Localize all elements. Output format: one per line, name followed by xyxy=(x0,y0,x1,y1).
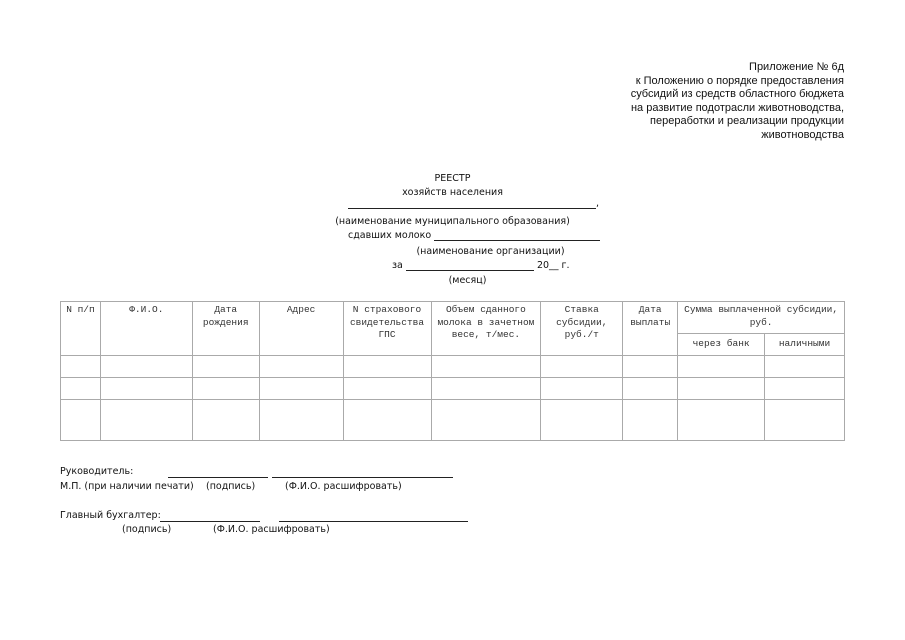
appendix-line: переработки и реализации продукции xyxy=(650,115,844,128)
table-cell[interactable] xyxy=(61,400,101,441)
table-cell[interactable] xyxy=(765,356,845,378)
milk-line xyxy=(348,230,600,241)
table-cell[interactable] xyxy=(100,400,192,441)
table-cell[interactable] xyxy=(100,356,192,378)
table-cell[interactable] xyxy=(192,356,259,378)
head-fio-blank-wrap xyxy=(272,467,453,478)
header-subsidy-rate: Ставка субсидии, руб./т xyxy=(541,302,623,356)
accountant-signature-blank[interactable] xyxy=(160,511,260,522)
head-fio-blank[interactable] xyxy=(272,467,453,478)
header-subsidy-sum: Сумма выплаченной субсидии, руб. xyxy=(678,302,845,334)
head-label: Руководитель: xyxy=(60,466,134,477)
table-cell[interactable] xyxy=(192,400,259,441)
table-cell[interactable] xyxy=(192,378,259,400)
period-year: 20__ г. xyxy=(536,260,570,271)
table-row xyxy=(61,400,845,441)
table-cell[interactable] xyxy=(541,356,623,378)
table-cell[interactable] xyxy=(431,356,541,378)
table-cell[interactable] xyxy=(765,378,845,400)
month-caption: (месяц) xyxy=(448,275,487,286)
accountant-signature-blank-wrap xyxy=(160,511,260,522)
table-cell[interactable] xyxy=(100,378,192,400)
table-cell[interactable] xyxy=(61,378,101,400)
table-cell[interactable] xyxy=(623,378,678,400)
appendix-line: Приложение № 6д xyxy=(749,61,844,73)
table-cell[interactable] xyxy=(259,400,343,441)
table-cell[interactable] xyxy=(61,356,101,378)
header-insurance-number: N страхового свидетельства ГПС xyxy=(343,302,431,356)
header-via-bank: через банк xyxy=(678,334,765,356)
document-title: РЕЕСТР xyxy=(434,173,471,184)
table-cell[interactable] xyxy=(431,400,541,441)
head-signature-blank[interactable] xyxy=(168,467,268,478)
header-num: N п/п xyxy=(61,302,101,356)
table-cell[interactable] xyxy=(259,356,343,378)
accountant-label: Главный бухгалтер: xyxy=(60,510,161,521)
document-subtitle: хозяйств населения xyxy=(402,187,503,198)
table-cell[interactable] xyxy=(431,378,541,400)
table-cell[interactable] xyxy=(623,356,678,378)
header-payment-date: Дата выплаты xyxy=(623,302,678,356)
table-row xyxy=(61,356,845,378)
head-signature-blank-wrap xyxy=(168,467,268,478)
table-row xyxy=(61,378,845,400)
municipality-suffix: , xyxy=(596,198,600,209)
accountant-sign-caption: (подпись) xyxy=(122,524,172,535)
table-cell[interactable] xyxy=(259,378,343,400)
accountant-fio-caption: (Ф.И.О. расшифровать) xyxy=(213,524,330,535)
organization-caption: (наименование организации) xyxy=(416,246,565,257)
table-cell[interactable] xyxy=(678,356,765,378)
appendix-line: к Положению о порядке предоставления xyxy=(635,74,844,87)
head-fio-caption: (Ф.И.О. расшифровать) xyxy=(285,481,402,492)
head-sign-caption: (подпись) xyxy=(206,481,256,492)
table-cell[interactable] xyxy=(343,400,431,441)
table-cell[interactable] xyxy=(765,400,845,441)
appendix-line: животноводства xyxy=(761,128,844,141)
table-cell[interactable] xyxy=(343,378,431,400)
registry-table xyxy=(60,301,845,441)
table-cell[interactable] xyxy=(343,356,431,378)
municipality-blank[interactable] xyxy=(348,198,596,209)
header-fio: Ф.И.О. xyxy=(100,302,192,356)
header-cash: наличными xyxy=(765,334,845,356)
table-cell[interactable] xyxy=(678,400,765,441)
municipality-caption: (наименование муниципального образования) xyxy=(335,216,570,227)
period-prefix: за xyxy=(392,260,403,271)
organization-blank[interactable] xyxy=(434,230,600,241)
table-cell[interactable] xyxy=(623,400,678,441)
header-birth-date: Дата рождения xyxy=(192,302,259,356)
header-milk-volume: Объем сданного молока в зачетном весе, т/мес. xyxy=(431,302,541,356)
month-blank[interactable] xyxy=(406,260,534,271)
appendix-note xyxy=(631,61,844,143)
appendix-line: на развитие подотрасли животноводства, xyxy=(630,101,844,114)
accountant-fio-blank[interactable] xyxy=(279,511,468,522)
table-cell[interactable] xyxy=(541,378,623,400)
milk-label: сдавших молоко xyxy=(348,230,432,241)
municipality-line xyxy=(348,198,599,209)
seal-label: М.П. (при наличии печати) xyxy=(60,481,194,492)
appendix-line: субсидий из средств областного бюджета xyxy=(630,88,844,101)
period-line xyxy=(392,260,570,271)
table-header-row xyxy=(61,302,845,334)
header-address: Адрес xyxy=(259,302,343,356)
accountant-fio-blank-wrap xyxy=(279,511,468,522)
table-cell[interactable] xyxy=(541,400,623,441)
table-cell[interactable] xyxy=(678,378,765,400)
